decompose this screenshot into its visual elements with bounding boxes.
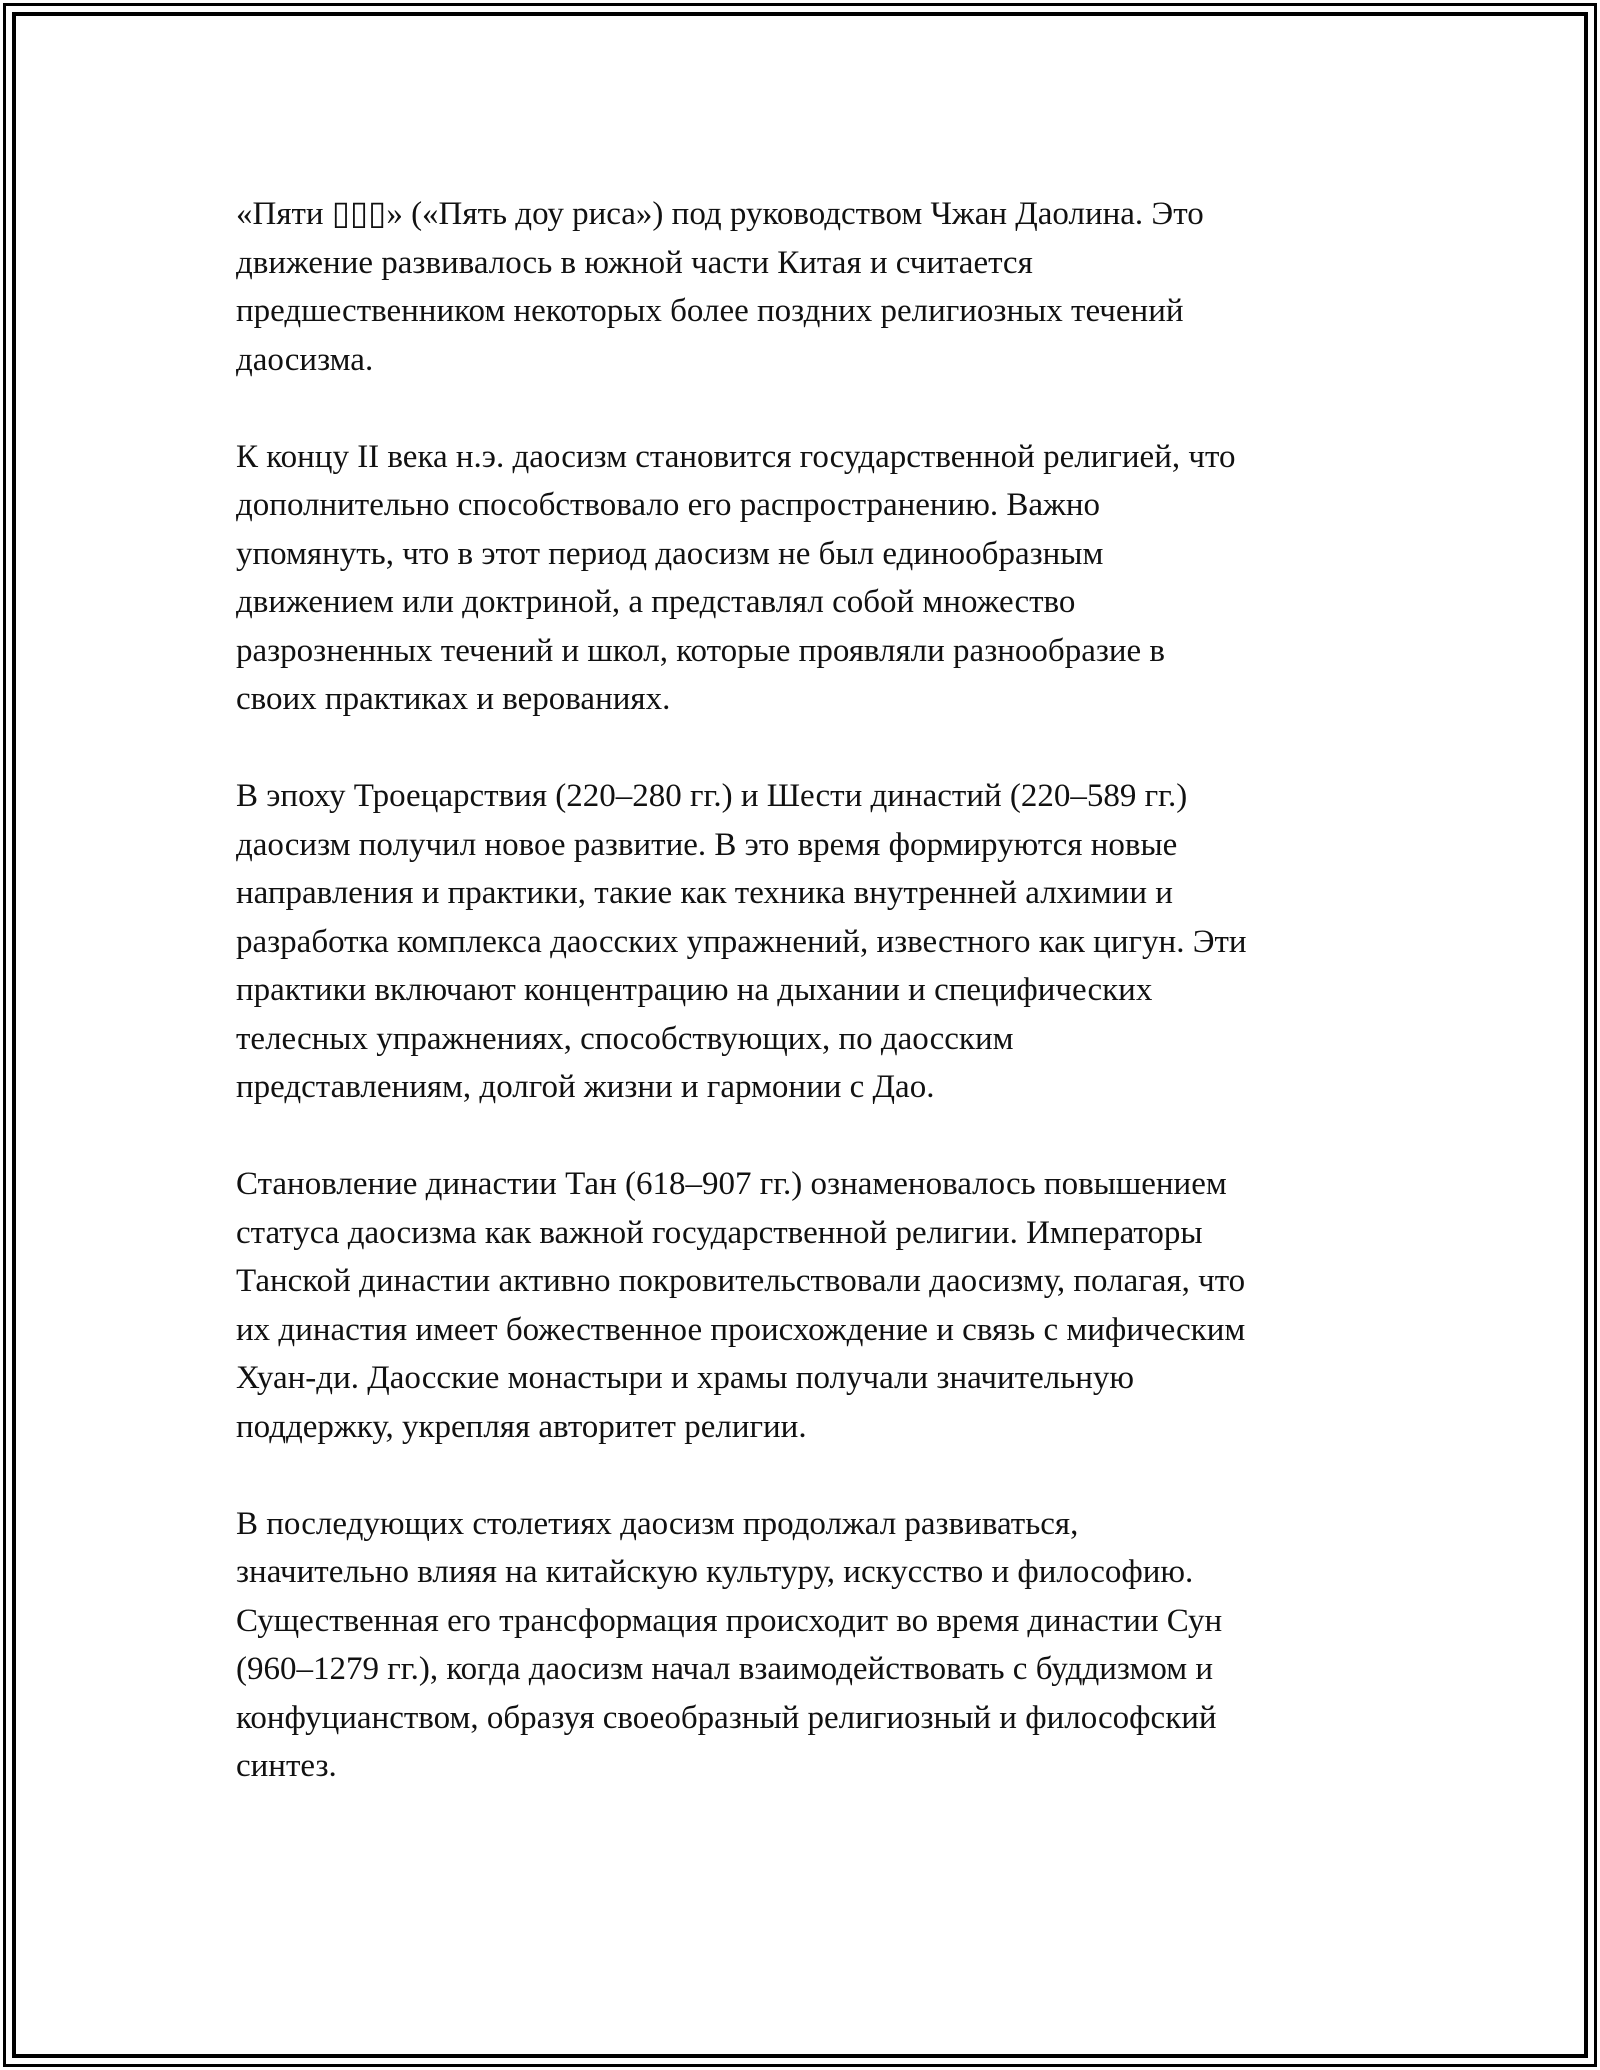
document-body xyxy=(236,190,1376,1839)
paragraph-3: В эпоху Троецарствия (220–280 гг.) и Шести династий (220–589 гг.) даосизм получил новое развитие. В это время формируются новые направления и практики, такие как техника внутренней алхимии и разработка комплекса даосских упражнений, известного как цигун. Эти практики включают концентрацию на дыхании и специфических телесных упражнениях, способствующих, по даосским представлениям, долгой жизни и гармонии с Дао. xyxy=(236,778,1247,1105)
paragraph-1: «Пяти ▯▯▯» («Пять доу риса») под руководством Чжан Даолина. Это движение развивалось в южной части Китая и считается предшественником некоторых более поздних религиозных течений даосизма. xyxy=(236,196,1204,378)
paragraph-2: К концу II века н.э. даосизм становится государственной религией, что дополнительно способствовало его распространению. Важно упомянуть, что в этот период даосизм не был единообразным движением или доктриной, а представлял собой множество разрозненных течений и школ, которые проявляли разнообразие в своих практиках и верованиях. xyxy=(236,438,1236,717)
paragraph-5: В последующих столетиях даосизм продолжал развиваться, значительно влияя на китайскую культуру, искусство и философию. Существенная его трансформация происходит во время династии Сун (960–1279 гг.), когда даосизм начал взаимодействовать с буддизмом и конфуцианством, образуя своеобразный религиозный и философский синтез. xyxy=(236,1505,1223,1784)
paragraph-4: Становление династии Тан (618–907 гг.) ознаменовалось повышением статуса даосизма как важной государственной религии. Императоры Танской династии активно покровительствовали даосизму, полагая, что их династия имеет божественное происхождение и связь с мифическим Хуан-ди. Даосские монастыри и храмы получали значительную поддержку, укрепляя авторитет религии. xyxy=(236,1166,1246,1445)
